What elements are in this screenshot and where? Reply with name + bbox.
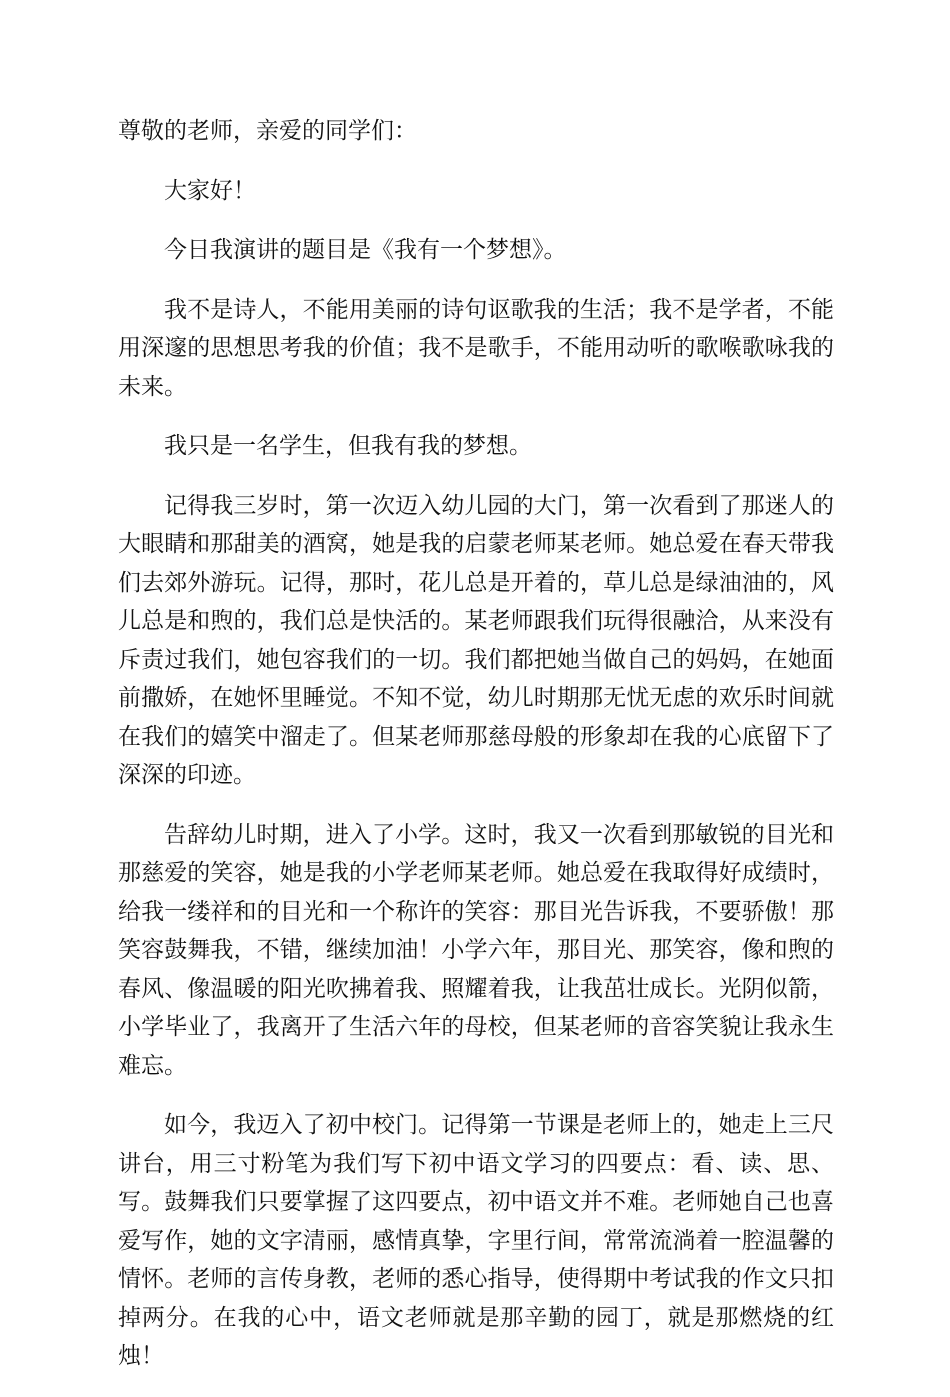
speech-body: [118, 112, 834, 1397]
salutation: 尊敬的老师，亲爱的同学们：: [118, 118, 417, 144]
paragraph-student: 我只是一名学生，但我有我的梦想。: [164, 433, 532, 459]
paragraph-primary-school: 告辞幼儿时期，进入了小学。这时，我又一次看到那敏锐的目光和那慈爱的笑容，她是我的小学老师某老师。她总爱在我取得好成绩时，给我一缕祥和的目光和一个称许的笑容：那目光告诉我，不要骄傲！那笑容鼓舞我，不错，继续加油！小学六年，那目光、那笑容，像和煦的春风、像温暖的阳光吹拂着我、照耀着我，让我茁壮成长。光阴似箭，小学毕业了，我离开了生活六年的母校，但某老师的音容笑貌让我永生难忘。: [118, 821, 834, 1079]
paragraph-intro: 我不是诗人，不能用美丽的诗句讴歌我的生活；我不是学者，不能用深邃的思想思考我的价值；我不是歌手，不能用动听的歌喉歌咏我的未来。: [118, 296, 834, 400]
paragraph-middle-school: 如今，我迈入了初中校门。记得第一节课是老师上的，她走上三尺讲台，用三寸粉笔为我们写下初中语文学习的四要点：看、读、思、写。鼓舞我们只要掌握了这四要点，初中语文并不难。老师她自己也喜爱写作，她的文字清丽，感情真挚，字里行间，常常流淌着一腔温馨的情怀。老师的言传身教，老师的悉心指导，使得期中考试我的作文只扣掉两分。在我的心中，语文老师就是那辛勤的园丁，就是那燃烧的红烛！: [118, 1112, 834, 1369]
paragraph-topic: 今日我演讲的题目是《我有一个梦想》。: [164, 237, 567, 263]
paragraph-greeting: 大家好！: [164, 177, 256, 204]
paragraph-kindergarten: 记得我三岁时，第一次迈入幼儿园的大门，第一次看到了那迷人的大眼睛和那甜美的酒窝，她是我的启蒙老师某老师。她总爱在春天带我们去郊外游玩。记得，那时，花儿总是开着的，草儿总是绿油油的，风儿总是和煦的，我们总是快活的。某老师跟我们玩得很融洽，从来没有斥责过我们，她包容我们的一切。我们都把她当做自己的妈妈，在她面前撒娇，在她怀里睡觉。不知不觉，幼儿时期那无忧无虑的欢乐时间就在我们的嬉笑中溜走了。但某老师那慈母般的形象却在我的心底留下了深深的印迹。: [118, 492, 834, 788]
